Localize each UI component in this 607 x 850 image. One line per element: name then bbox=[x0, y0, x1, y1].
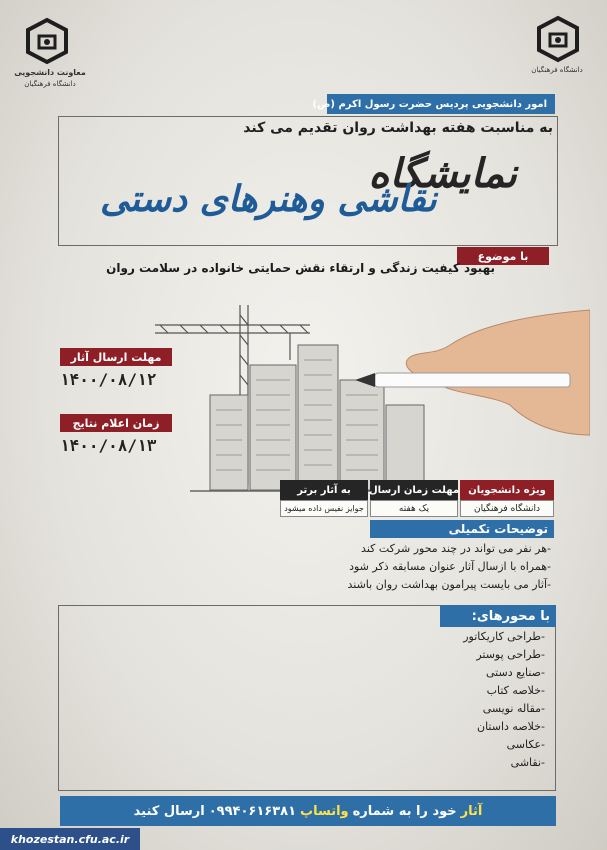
axes-heading: با محورهای: bbox=[471, 608, 550, 624]
footer-whatsapp-bar bbox=[60, 796, 556, 826]
extra-note-item: -آثار می بایست پیرامون بهداشت روان باشند bbox=[347, 578, 551, 591]
results-date-tag bbox=[60, 414, 172, 432]
submit-deadline-date: ۱۴۰۰/۰۸/۱۲ bbox=[60, 370, 157, 389]
topic-tag-label: با موضوع bbox=[477, 249, 529, 263]
buildings-sketch bbox=[210, 345, 424, 490]
students-only-value: دانشگاه فرهنگیان bbox=[460, 500, 554, 517]
topic-text: بهبود کیفیت زندگی و ارتقاء نقش حمایتی خانواده در سلامت روان bbox=[106, 261, 495, 275]
axis-item: -مقاله نویسی bbox=[482, 702, 545, 715]
send-period-value: یک هفته bbox=[370, 500, 458, 517]
left-logo-caption: معاونت دانشجویی bbox=[14, 68, 86, 77]
axis-item: -خلاصه کتاب bbox=[486, 684, 545, 697]
axis-item: -طراحی پوستر bbox=[476, 648, 545, 661]
footer-send: ارسال کنید bbox=[133, 803, 205, 819]
results-date-label: زمان اعلام نتایج bbox=[72, 416, 160, 430]
students-only-header: ویژه دانشجویان bbox=[460, 480, 554, 500]
send-period-header: مهلت زمان ارسال bbox=[370, 480, 458, 500]
axis-item: -خلاصه داستان bbox=[477, 720, 545, 733]
footer-phone: ۰۹۹۴۰۶۱۶۳۸۱ bbox=[208, 803, 297, 819]
sketch-illustration bbox=[150, 285, 590, 505]
axis-item: -صنایع دستی bbox=[486, 666, 545, 679]
axis-item: -عکاسی bbox=[506, 738, 545, 751]
occasion-text: به مناسبت هفته بهداشت روان تقدیم می کند bbox=[243, 120, 553, 136]
results-date: ۱۴۰۰/۰۸/۱۳ bbox=[60, 436, 157, 455]
axis-item: -طراحی کاریکاتور bbox=[463, 630, 545, 643]
axis-item: -نقاشی bbox=[510, 756, 545, 769]
student-affairs-logo bbox=[22, 16, 72, 66]
axes-header bbox=[440, 605, 556, 627]
organizer-bar bbox=[312, 94, 555, 114]
top-works-header: به آثار برتر bbox=[280, 480, 368, 500]
extra-notes-heading: توضیحات تکمیلی bbox=[448, 522, 548, 536]
right-logo-caption: دانشگاه فرهنگیان bbox=[531, 66, 583, 74]
organizer-text: امور دانشجویی پردیس حضرت رسول اکرم (ص) bbox=[312, 98, 547, 110]
axes-list bbox=[345, 630, 545, 790]
title-part-subject: نقاشی وهنرهای دستی bbox=[100, 178, 437, 220]
website-tag[interactable]: khozestan.cfu.ac.ir bbox=[0, 828, 140, 850]
extra-note-item: -هر نفر می تواند در چند محور شرکت کند bbox=[361, 542, 551, 555]
footer-works: آثار bbox=[460, 803, 483, 819]
extra-note-item: -همراه با ازسال آثار عنوان مسابقه ذکر شود bbox=[349, 560, 551, 573]
footer-text: خود را به شماره bbox=[352, 803, 457, 819]
submit-deadline-label: مهلت ارسال آثار bbox=[70, 350, 162, 364]
title-part-exhibition: نمایشگاه bbox=[368, 150, 517, 197]
top-works-value: جوایز نفیس داده میشود bbox=[280, 500, 368, 517]
extra-notes-header bbox=[370, 520, 554, 538]
left-logo-subcaption: دانشگاه فرهنگیان bbox=[24, 80, 76, 88]
extra-notes-list bbox=[251, 542, 551, 602]
footer-whatsapp: واتساپ bbox=[300, 803, 349, 819]
university-logo bbox=[533, 14, 583, 64]
submit-deadline-tag bbox=[60, 348, 172, 366]
